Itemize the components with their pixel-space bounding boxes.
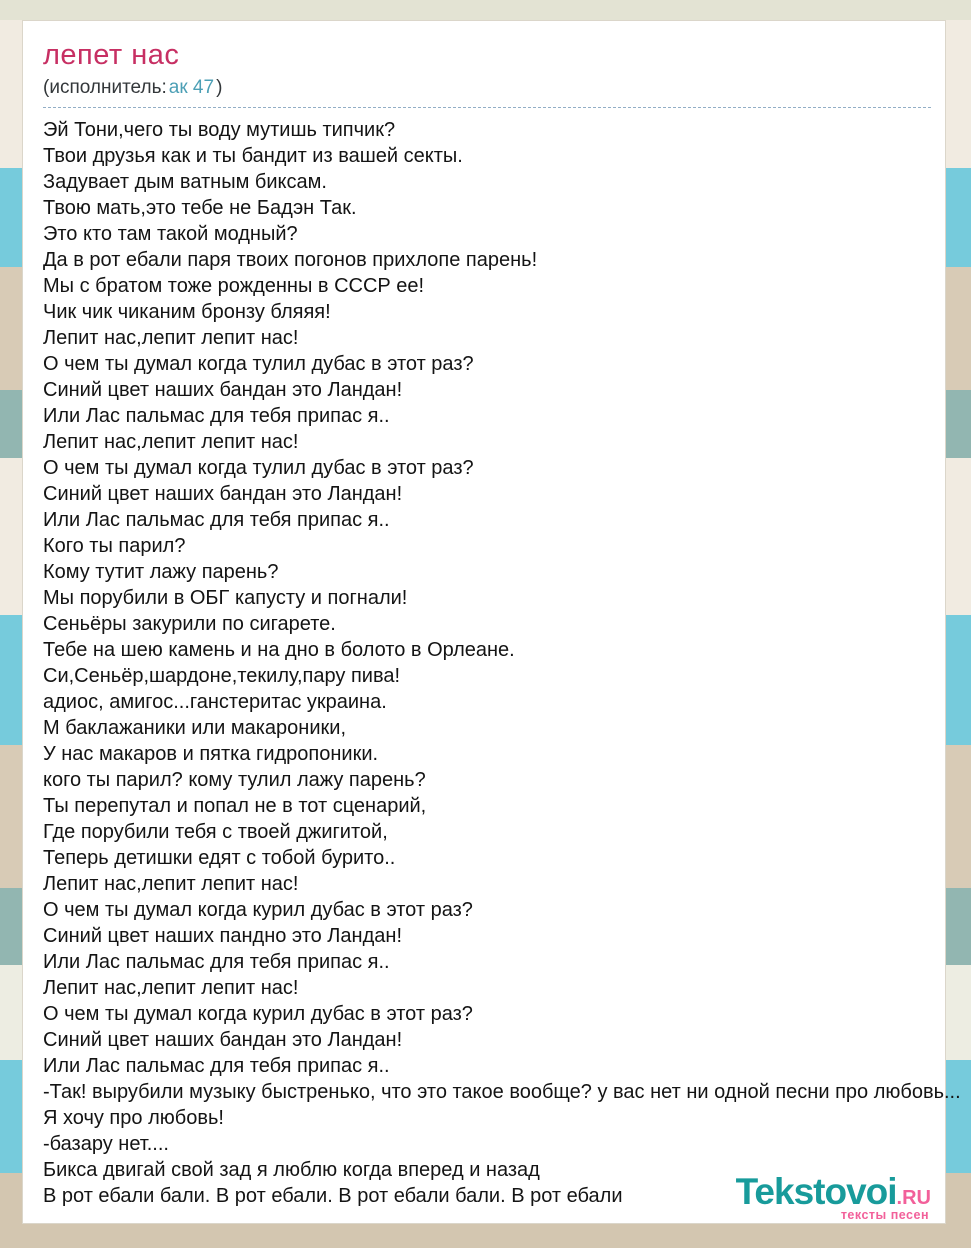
lyric-line: Задувает дым ватным биксам.: [43, 171, 327, 193]
lyric-line: Или Лас пальмас для тебя припас я..: [43, 405, 390, 427]
lyric-line: Лепит нас,лепит лепит нас!: [43, 327, 299, 349]
site-logo-wordmark: [735, 1170, 931, 1212]
lyrics-card: [22, 20, 961, 1224]
lyric-line: О чем ты думал когда тулил дубас в этот раз?: [43, 353, 474, 375]
lyric-line: В рот ебали бали. В рот ебали. В рот ебали бали. В рот ебали: [43, 1185, 623, 1207]
lyric-line: Чик чик чиканим бронзу бляяя!: [43, 301, 331, 323]
lyric-line: Синий цвет наших пандно это Ландан!: [43, 925, 402, 947]
site-logo-link[interactable]: [735, 1170, 931, 1222]
artist-line: [43, 77, 931, 99]
lyrics-block: [43, 117, 961, 1209]
lyric-line: У нас макаров и пятка гидропоники.: [43, 743, 379, 765]
lyric-line: Или Лас пальмас для тебя припас я..: [43, 509, 390, 531]
lyric-line: Кому тутит лажу парень?: [43, 561, 279, 583]
artist-label: (исполнитель:: [43, 77, 167, 98]
lyric-line: Тебе на шею камень и на дно в болото в Орлеане.: [43, 639, 515, 661]
lyric-line: Синий цвет наших бандан это Ландан!: [43, 483, 403, 505]
lyric-line: Да в рот ебали паря твоих погонов прихлопе парень!: [43, 249, 538, 271]
lyric-line: Это кто там такой модный?: [43, 223, 298, 245]
lyric-line: Лепит нас,лепит лепит нас!: [43, 873, 299, 895]
lyric-line: Эй Тони,чего ты воду мутишь типчик?: [43, 119, 396, 141]
lyric-line: Теперь детишки едят с тобой бурито..: [43, 847, 396, 869]
lyric-line: О чем ты думал когда курил дубас в этот раз?: [43, 899, 473, 921]
lyric-line: Мы порубили в ОБГ капусту и погнали!: [43, 587, 408, 609]
lyric-line: Си,Сеньёр,шардоне,текилу,пару пива!: [43, 665, 401, 687]
lyric-line: Лепит нас,лепит лепит нас!: [43, 431, 299, 453]
lyric-line: Где порубили тебя с твоей джигитой,: [43, 821, 388, 843]
song-title: лепет нас: [43, 39, 180, 71]
lyric-line: Твою мать,это тебе не Бадэн Так.: [43, 197, 357, 219]
lyric-line: Синий цвет наших бандан это Ландан!: [43, 1029, 403, 1051]
lyric-line: Ты перепутал и попал не в тот сценарий,: [43, 795, 427, 817]
lyric-line: -Так! вырубили музыку быстренько, что это такое вообще? у вас нет ни одной песни про любовь...: [43, 1081, 961, 1103]
lyric-line: М баклажаники или макароники,: [43, 717, 346, 739]
lyric-line: -базару нет....: [43, 1133, 169, 1155]
lyric-line: О чем ты думал когда курил дубас в этот раз?: [43, 1003, 473, 1025]
lyric-line: Бикса двигай свой зад я люблю когда вперед и назад: [43, 1159, 540, 1181]
lyric-line: Твои друзья как и ты бандит из вашей секты.: [43, 145, 463, 167]
lyric-line: Лепит нас,лепит лепит нас!: [43, 977, 299, 999]
artist-link[interactable]: ак 47: [168, 77, 215, 98]
lyric-line: Синий цвет наших бандан это Ландан!: [43, 379, 403, 401]
lyric-line: О чем ты думал когда тулил дубас в этот раз?: [43, 457, 474, 479]
lyric-line: адиос, амигос...ганстеритас украина.: [43, 691, 387, 713]
logo-tld-text: .RU: [896, 1186, 931, 1209]
logo-brand-text: Tekstovoi: [735, 1170, 897, 1212]
logo-tagline-text: тексты песен: [840, 1207, 929, 1222]
lyric-line: Я хочу про любовь!: [43, 1107, 224, 1129]
lyric-line: Кого ты парил?: [43, 535, 186, 557]
lyric-line: Или Лас пальмас для тебя припас я..: [43, 951, 390, 973]
lyric-line: кого ты парил? кому тулил лажу парень?: [43, 769, 426, 791]
song-header: [43, 39, 931, 108]
lyric-line: Сеньёры закурили по сигарете.: [43, 613, 336, 635]
lyric-line: Мы с братом тоже рожденны в СССР ее!: [43, 275, 425, 297]
artist-close-paren: ): [216, 77, 223, 98]
lyric-line: Или Лас пальмас для тебя припас я..: [43, 1055, 390, 1077]
